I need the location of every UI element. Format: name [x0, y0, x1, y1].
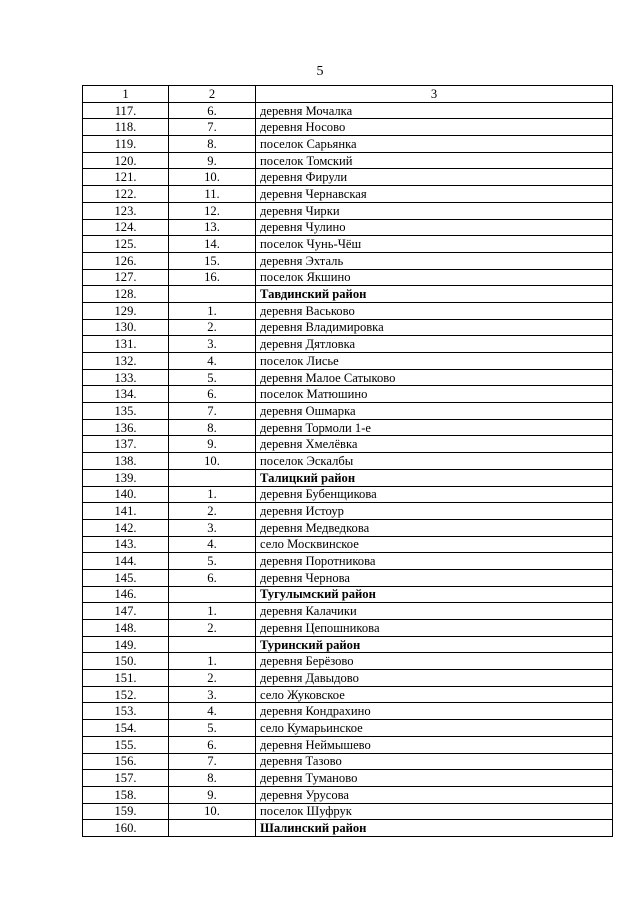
row-number-cell: 148.	[83, 620, 169, 637]
row-number-cell: 149.	[83, 636, 169, 653]
sub-number-cell: 10.	[169, 803, 256, 820]
row-number-cell: 143.	[83, 536, 169, 553]
sub-number-cell	[169, 286, 256, 303]
row-number-cell: 137.	[83, 436, 169, 453]
table-row	[83, 169, 613, 186]
table-row	[83, 620, 613, 637]
settlement-name-cell: поселок Матюшино	[256, 386, 613, 403]
district-heading-row	[83, 820, 613, 837]
settlement-name-cell: деревня Чернавская	[256, 186, 613, 203]
sub-number-cell: 3.	[169, 686, 256, 703]
row-number-cell: 144.	[83, 553, 169, 570]
row-number-cell: 130.	[83, 319, 169, 336]
row-number-cell: 142.	[83, 519, 169, 536]
district-heading-row	[83, 286, 613, 303]
row-number-cell: 127.	[83, 269, 169, 286]
row-number-cell: 134.	[83, 386, 169, 403]
sub-number-cell: 7.	[169, 119, 256, 136]
district-name-cell: Тавдинский район	[256, 286, 613, 303]
district-name-cell: Шалинский район	[256, 820, 613, 837]
settlement-name-cell: деревня Урусова	[256, 786, 613, 803]
row-number-cell: 152.	[83, 686, 169, 703]
row-number-cell: 139.	[83, 469, 169, 486]
row-number-cell: 156.	[83, 753, 169, 770]
table-row	[83, 353, 613, 370]
settlement-name-cell: деревня Дятловка	[256, 336, 613, 353]
sub-number-cell: 16.	[169, 269, 256, 286]
table-row	[83, 686, 613, 703]
table-row	[83, 786, 613, 803]
settlement-name-cell: деревня Неймышево	[256, 736, 613, 753]
table-row	[83, 519, 613, 536]
sub-number-cell: 1.	[169, 486, 256, 503]
row-number-cell: 123.	[83, 202, 169, 219]
district-name-cell: Тугулымский район	[256, 586, 613, 603]
table-row	[83, 419, 613, 436]
settlement-name-cell: деревня Малое Сатыково	[256, 369, 613, 386]
settlement-name-cell: деревня Тормоли 1-е	[256, 419, 613, 436]
row-number-cell: 147.	[83, 603, 169, 620]
sub-number-cell: 8.	[169, 136, 256, 153]
settlement-name-cell: село Кумарьинское	[256, 720, 613, 737]
sub-number-cell: 4.	[169, 353, 256, 370]
row-number-cell: 120.	[83, 152, 169, 169]
row-number-cell: 151.	[83, 670, 169, 687]
settlement-name-cell: поселок Якшино	[256, 269, 613, 286]
table-row	[83, 653, 613, 670]
row-number-cell: 158.	[83, 786, 169, 803]
row-number-cell: 155.	[83, 736, 169, 753]
table-row	[83, 670, 613, 687]
row-number-cell: 150.	[83, 653, 169, 670]
sub-number-cell: 10.	[169, 169, 256, 186]
settlement-name-cell: деревня Давыдово	[256, 670, 613, 687]
sub-number-cell: 7.	[169, 403, 256, 420]
settlement-name-cell: деревня Хмелёвка	[256, 436, 613, 453]
row-number-cell: 126.	[83, 252, 169, 269]
sub-number-cell: 1.	[169, 302, 256, 319]
row-number-cell: 141.	[83, 503, 169, 520]
row-number-cell: 153.	[83, 703, 169, 720]
table-row	[83, 252, 613, 269]
row-number-cell: 146.	[83, 586, 169, 603]
settlement-name-cell: деревня Бубенщикова	[256, 486, 613, 503]
sub-number-cell: 14.	[169, 236, 256, 253]
sub-number-cell: 15.	[169, 252, 256, 269]
table-row	[83, 369, 613, 386]
settlement-name-cell: деревня Цепошникова	[256, 620, 613, 637]
table-row	[83, 336, 613, 353]
settlement-name-cell: село Жуковское	[256, 686, 613, 703]
settlement-name-cell: деревня Васьково	[256, 302, 613, 319]
sub-number-cell: 12.	[169, 202, 256, 219]
column-header-1: 1	[83, 86, 169, 103]
table-row	[83, 436, 613, 453]
sub-number-cell: 10.	[169, 453, 256, 470]
settlement-name-cell: деревня Эхталь	[256, 252, 613, 269]
table-row	[83, 219, 613, 236]
table-row	[83, 119, 613, 136]
row-number-cell: 136.	[83, 419, 169, 436]
settlement-name-cell: деревня Медведкова	[256, 519, 613, 536]
settlement-name-cell: деревня Ошмарка	[256, 403, 613, 420]
settlement-name-cell: деревня Фирули	[256, 169, 613, 186]
table-row	[83, 486, 613, 503]
row-number-cell: 128.	[83, 286, 169, 303]
sub-number-cell: 9.	[169, 436, 256, 453]
row-number-cell: 133.	[83, 369, 169, 386]
row-number-cell: 160.	[83, 820, 169, 837]
settlement-name-cell: поселок Лисье	[256, 353, 613, 370]
sub-number-cell	[169, 820, 256, 837]
settlement-name-cell: деревня Чулино	[256, 219, 613, 236]
row-number-cell: 124.	[83, 219, 169, 236]
column-header-2: 2	[169, 86, 256, 103]
sub-number-cell: 3.	[169, 336, 256, 353]
district-name-cell: Туринский район	[256, 636, 613, 653]
sub-number-cell: 9.	[169, 152, 256, 169]
row-number-cell: 129.	[83, 302, 169, 319]
sub-number-cell: 5.	[169, 720, 256, 737]
table-row	[83, 803, 613, 820]
settlement-name-cell: деревня Чернова	[256, 569, 613, 586]
sub-number-cell: 8.	[169, 770, 256, 787]
sub-number-cell: 6.	[169, 386, 256, 403]
row-number-cell: 119.	[83, 136, 169, 153]
table-row	[83, 736, 613, 753]
table-row	[83, 102, 613, 119]
row-number-cell: 132.	[83, 353, 169, 370]
settlement-name-cell: деревня Поротникова	[256, 553, 613, 570]
sub-number-cell: 5.	[169, 553, 256, 570]
sub-number-cell: 4.	[169, 703, 256, 720]
table-row	[83, 319, 613, 336]
settlement-name-cell: поселок Сарьянка	[256, 136, 613, 153]
sub-number-cell: 2.	[169, 670, 256, 687]
sub-number-cell	[169, 636, 256, 653]
row-number-cell: 117.	[83, 102, 169, 119]
table-row	[83, 503, 613, 520]
sub-number-cell: 2.	[169, 620, 256, 637]
row-number-cell: 154.	[83, 720, 169, 737]
table-row	[83, 202, 613, 219]
sub-number-cell: 4.	[169, 536, 256, 553]
sub-number-cell: 6.	[169, 102, 256, 119]
row-number-cell: 159.	[83, 803, 169, 820]
settlement-name-cell: деревня Кондрахино	[256, 703, 613, 720]
sub-number-cell: 1.	[169, 603, 256, 620]
settlement-name-cell: поселок Шуфрук	[256, 803, 613, 820]
district-name-cell: Талицкий район	[256, 469, 613, 486]
table-row	[83, 136, 613, 153]
sub-number-cell: 13.	[169, 219, 256, 236]
table-row	[83, 186, 613, 203]
table-row	[83, 553, 613, 570]
sub-number-cell: 8.	[169, 419, 256, 436]
settlement-name-cell: деревня Калачики	[256, 603, 613, 620]
table-body	[83, 86, 613, 837]
settlement-name-cell: деревня Тазово	[256, 753, 613, 770]
sub-number-cell: 9.	[169, 786, 256, 803]
row-number-cell: 131.	[83, 336, 169, 353]
table-row	[83, 453, 613, 470]
settlement-name-cell: поселок Чунь-Чёш	[256, 236, 613, 253]
sub-number-cell: 3.	[169, 519, 256, 536]
settlement-name-cell: поселок Эскалбы	[256, 453, 613, 470]
table-row	[83, 269, 613, 286]
table-row	[83, 753, 613, 770]
sub-number-cell: 11.	[169, 186, 256, 203]
table-row	[83, 152, 613, 169]
district-heading-row	[83, 636, 613, 653]
row-number-cell: 157.	[83, 770, 169, 787]
settlements-table	[82, 85, 613, 837]
row-number-cell: 125.	[83, 236, 169, 253]
settlement-name-cell: деревня Владимировка	[256, 319, 613, 336]
table-row	[83, 386, 613, 403]
settlement-name-cell: поселок Томский	[256, 152, 613, 169]
sub-number-cell: 6.	[169, 736, 256, 753]
table-row	[83, 536, 613, 553]
table-row	[83, 720, 613, 737]
sub-number-cell: 5.	[169, 369, 256, 386]
row-number-cell: 122.	[83, 186, 169, 203]
table-row	[83, 236, 613, 253]
row-number-cell: 145.	[83, 569, 169, 586]
settlement-name-cell: деревня Чирки	[256, 202, 613, 219]
sub-number-cell	[169, 586, 256, 603]
row-number-cell: 138.	[83, 453, 169, 470]
table-row	[83, 302, 613, 319]
column-header-3: 3	[256, 86, 613, 103]
table-row	[83, 770, 613, 787]
settlement-name-cell: деревня Мочалка	[256, 102, 613, 119]
sub-number-cell: 7.	[169, 753, 256, 770]
page-number: 5	[316, 64, 324, 79]
sub-number-cell	[169, 469, 256, 486]
settlement-name-cell: деревня Истоур	[256, 503, 613, 520]
table-row	[83, 403, 613, 420]
row-number-cell: 140.	[83, 486, 169, 503]
sub-number-cell: 1.	[169, 653, 256, 670]
settlement-name-cell: село Москвинское	[256, 536, 613, 553]
settlement-name-cell: деревня Берёзово	[256, 653, 613, 670]
sub-number-cell: 2.	[169, 319, 256, 336]
sub-number-cell: 6.	[169, 569, 256, 586]
row-number-cell: 118.	[83, 119, 169, 136]
sub-number-cell: 2.	[169, 503, 256, 520]
row-number-cell: 135.	[83, 403, 169, 420]
table-row	[83, 703, 613, 720]
district-heading-row	[83, 469, 613, 486]
district-heading-row	[83, 586, 613, 603]
table-header-row	[83, 86, 613, 103]
settlement-name-cell: деревня Туманово	[256, 770, 613, 787]
row-number-cell: 121.	[83, 169, 169, 186]
table-row	[83, 603, 613, 620]
table-row	[83, 569, 613, 586]
settlement-name-cell: деревня Носово	[256, 119, 613, 136]
